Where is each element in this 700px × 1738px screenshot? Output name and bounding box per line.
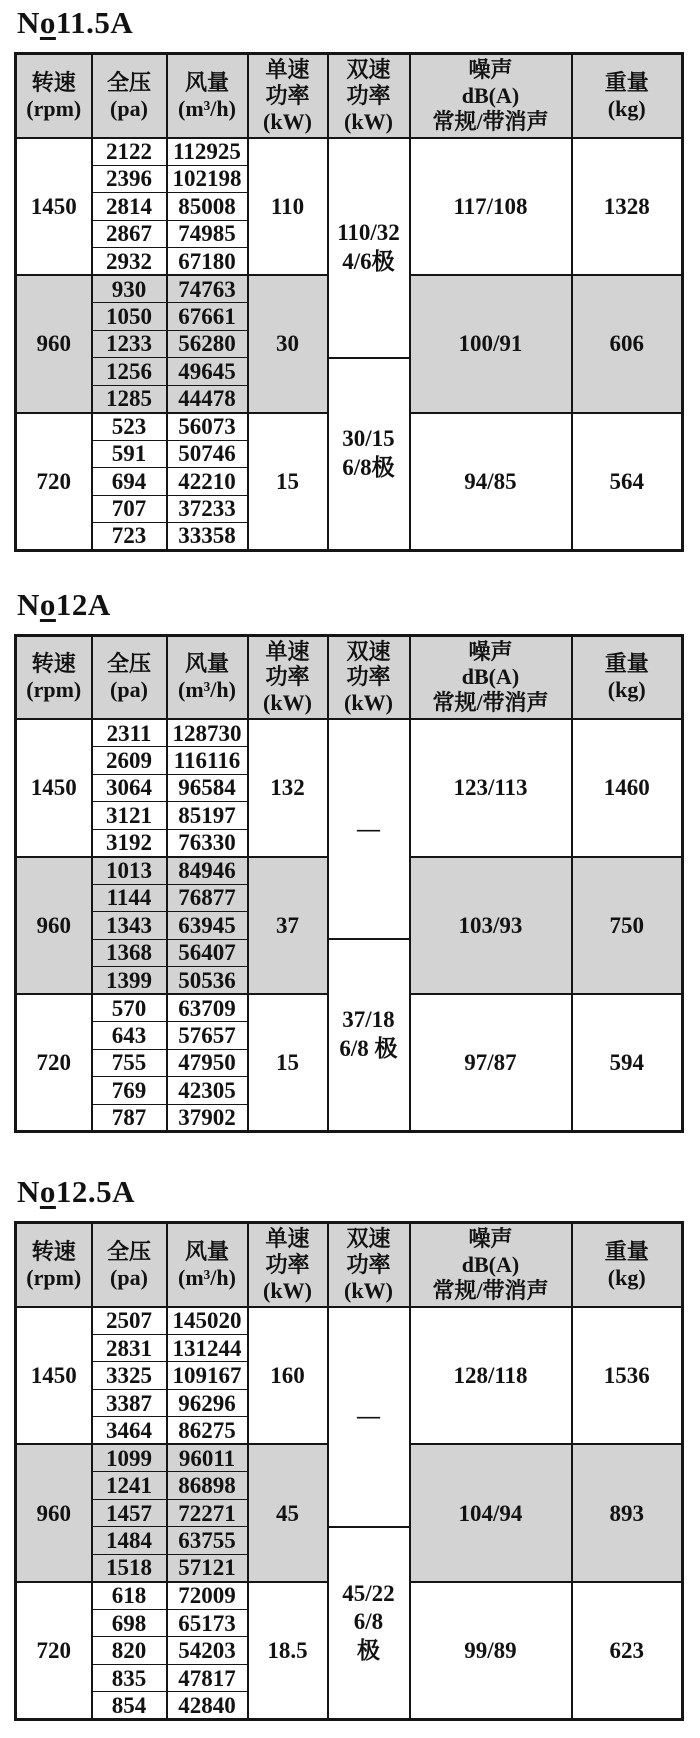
header-line: 单速 <box>265 56 310 82</box>
noise-cell: 94/85 <box>410 413 572 551</box>
flow-cell: 102198 <box>167 165 248 193</box>
flow-cell: 67180 <box>167 248 248 276</box>
header-line: 转速 <box>31 69 76 95</box>
header-line: 单速 <box>265 638 310 664</box>
single-power-cell: 110 <box>248 138 328 276</box>
header-line: 功率 <box>265 664 310 690</box>
header-line: (kW) <box>344 108 393 134</box>
header-rpm <box>16 54 92 138</box>
pressure-cell: 2311 <box>92 719 167 747</box>
dual-power-cell <box>328 138 410 358</box>
header-dual-power <box>328 1223 410 1307</box>
weight-cell: 623 <box>572 1582 683 1720</box>
header-noise <box>410 635 572 719</box>
single-power-cell: 132 <box>248 719 328 857</box>
header-line: 转速 <box>31 1239 76 1265</box>
flow-cell: 63755 <box>167 1527 248 1555</box>
flow-cell: 42840 <box>167 1692 248 1720</box>
header-line: (kW) <box>344 1278 393 1303</box>
single-power-cell: 18.5 <box>248 1582 328 1720</box>
header-line: 转速 <box>31 651 76 677</box>
header-pressure <box>92 1223 167 1307</box>
header-line: 功率 <box>346 1252 391 1278</box>
pressure-cell: 1144 <box>92 884 167 912</box>
header-line: 常规/带消声 <box>432 1278 549 1303</box>
flow-cell: 47950 <box>167 1049 248 1077</box>
header-noise <box>410 54 572 138</box>
header-rpm <box>16 1223 92 1307</box>
rpm-cell: 1450 <box>16 1307 92 1445</box>
flow-cell: 42210 <box>167 468 248 496</box>
header-line: 双速 <box>346 56 391 82</box>
pressure-cell: 723 <box>92 523 167 551</box>
flow-cell: 96584 <box>167 774 248 802</box>
header-pressure <box>92 635 167 719</box>
flow-cell: 44478 <box>167 385 248 413</box>
rpm-cell: 720 <box>16 994 92 1132</box>
header-rpm <box>16 635 92 719</box>
flow-cell: 50536 <box>167 967 248 995</box>
pressure-cell: 1256 <box>92 358 167 386</box>
flow-cell: 76877 <box>167 884 248 912</box>
header-single-power <box>248 1223 328 1307</box>
dual-power-line: 极 <box>357 1638 380 1664</box>
pressure-cell: 1099 <box>92 1444 167 1472</box>
header-line: 功率 <box>265 82 310 108</box>
single-power-cell: 15 <box>248 413 328 551</box>
flow-cell: 145020 <box>167 1307 248 1335</box>
pressure-cell: 1241 <box>92 1472 167 1500</box>
pressure-cell: 618 <box>92 1582 167 1610</box>
header-line: (kW) <box>263 690 312 716</box>
model-title-underlined-o: o <box>39 5 56 40</box>
header-line: 功率 <box>346 664 391 690</box>
pressure-cell: 643 <box>92 1022 167 1050</box>
header-line: 功率 <box>346 82 391 108</box>
header-flow <box>167 635 248 719</box>
pressure-cell: 707 <box>92 495 167 523</box>
flow-cell: 54203 <box>167 1637 248 1665</box>
weight-cell: 750 <box>572 857 683 995</box>
flow-cell: 56407 <box>167 939 248 967</box>
dual-power-cell <box>328 358 410 551</box>
spec-table-no11-5a <box>14 52 684 552</box>
header-line: (kg) <box>607 95 646 121</box>
flow-cell: 86275 <box>167 1417 248 1445</box>
flow-cell: 86898 <box>167 1472 248 1500</box>
dual-power-line: 6/8 <box>353 1609 384 1635</box>
flow-cell: 109167 <box>167 1362 248 1390</box>
model-title-prefix: N <box>17 5 40 40</box>
rpm-cell: 960 <box>16 275 92 413</box>
header-line: 风量 <box>184 69 229 95</box>
header-line: 噪声 <box>468 638 513 664</box>
pressure-cell: 1013 <box>92 857 167 885</box>
weight-cell: 1328 <box>572 138 683 276</box>
weight-cell: 1536 <box>572 1307 683 1445</box>
single-power-cell: 160 <box>248 1307 328 1445</box>
flow-cell: 112925 <box>167 138 248 166</box>
noise-cell: 104/94 <box>410 1444 572 1582</box>
flow-cell: 57657 <box>167 1022 248 1050</box>
header-line: 重量 <box>604 651 649 677</box>
flow-cell: 63945 <box>167 912 248 940</box>
pressure-cell: 787 <box>92 1104 167 1132</box>
pressure-cell: 694 <box>92 468 167 496</box>
dual-power-line: 37/18 <box>342 1007 395 1033</box>
header-line: 重量 <box>604 69 649 95</box>
header-single-power <box>248 54 328 138</box>
flow-cell: 49645 <box>167 358 248 386</box>
spec-table-no12a <box>14 634 684 1134</box>
pressure-cell: 2122 <box>92 138 167 166</box>
dual-power-line: 30/15 <box>342 425 395 451</box>
pressure-cell: 769 <box>92 1077 167 1105</box>
dual-power-cell <box>328 719 410 939</box>
pressure-cell: 3387 <box>92 1389 167 1417</box>
single-power-cell: 37 <box>248 857 328 995</box>
header-line: 风量 <box>184 1239 229 1265</box>
header-line: 噪声 <box>468 56 513 82</box>
pressure-cell: 1368 <box>92 939 167 967</box>
header-line: (kW) <box>344 690 393 716</box>
dual-power-line: — <box>357 1403 380 1429</box>
header-noise <box>410 1223 572 1307</box>
flow-cell: 57121 <box>167 1554 248 1582</box>
header-line: 全压 <box>106 69 151 95</box>
header-line: dB(A) <box>461 82 520 108</box>
header-dual-power <box>328 54 410 138</box>
pressure-cell: 1285 <box>92 385 167 413</box>
flow-cell: 56280 <box>167 330 248 358</box>
header-line: (pa) <box>110 95 148 121</box>
flow-cell: 56073 <box>167 413 248 441</box>
header-line: 常规/带消声 <box>432 690 549 716</box>
flow-cell: 96011 <box>167 1444 248 1472</box>
pressure-cell: 2609 <box>92 747 167 775</box>
header-line: dB(A) <box>461 1252 520 1278</box>
flow-cell: 76330 <box>167 829 248 857</box>
header-weight <box>572 635 683 719</box>
pressure-cell: 1518 <box>92 1554 167 1582</box>
header-line: (m³/h) <box>178 95 236 121</box>
noise-cell: 103/93 <box>410 857 572 995</box>
flow-cell: 128730 <box>167 719 248 747</box>
model-title-no11-5a <box>17 6 700 40</box>
pressure-cell: 570 <box>92 994 167 1022</box>
flow-cell: 42305 <box>167 1077 248 1105</box>
header-line: 风量 <box>184 651 229 677</box>
flow-cell: 47817 <box>167 1664 248 1692</box>
flow-cell: 50746 <box>167 440 248 468</box>
rpm-cell: 960 <box>16 857 92 995</box>
flow-cell: 33358 <box>167 523 248 551</box>
dual-power-cell <box>328 939 410 1132</box>
flow-cell: 85008 <box>167 193 248 221</box>
noise-cell: 97/87 <box>410 994 572 1132</box>
header-line: 功率 <box>265 1252 310 1278</box>
model-title-prefix: N <box>17 1174 40 1210</box>
pressure-cell: 3464 <box>92 1417 167 1445</box>
pressure-cell: 755 <box>92 1049 167 1077</box>
weight-cell: 893 <box>572 1444 683 1582</box>
header-line: 重量 <box>604 1239 649 1265</box>
model-title-no12a <box>17 588 700 622</box>
header-line: (rpm) <box>26 677 82 703</box>
model-title-no12-5a <box>17 1175 700 1209</box>
pressure-cell: 854 <box>92 1692 167 1720</box>
dual-power-cell <box>328 1527 410 1720</box>
pressure-cell: 2932 <box>92 248 167 276</box>
header-line: (rpm) <box>26 95 82 121</box>
pressure-cell: 2396 <box>92 165 167 193</box>
header-weight <box>572 1223 683 1307</box>
pressure-cell: 698 <box>92 1609 167 1637</box>
header-pressure <box>92 54 167 138</box>
rpm-cell: 1450 <box>16 138 92 276</box>
dual-power-line: 6/8极 <box>342 454 395 480</box>
model-title-number: 12.5A <box>55 1174 136 1210</box>
header-line: (m³/h) <box>178 1265 236 1291</box>
header-line: 常规/带消声 <box>432 108 549 134</box>
flow-cell: 85197 <box>167 802 248 830</box>
header-line: (kW) <box>263 108 312 134</box>
dual-power-line: 110/32 <box>337 219 400 245</box>
pressure-cell: 820 <box>92 1637 167 1665</box>
header-line: 单速 <box>265 1226 310 1252</box>
pressure-cell: 2814 <box>92 193 167 221</box>
header-single-power <box>248 635 328 719</box>
pressure-cell: 3064 <box>92 774 167 802</box>
flow-cell: 63709 <box>167 994 248 1022</box>
single-power-cell: 30 <box>248 275 328 413</box>
header-line: 全压 <box>106 651 151 677</box>
noise-cell: 99/89 <box>410 1582 572 1720</box>
header-flow <box>167 54 248 138</box>
header-dual-power <box>328 635 410 719</box>
model-title-underlined-o: o <box>39 1174 56 1210</box>
pressure-cell: 591 <box>92 440 167 468</box>
header-line: (pa) <box>110 1265 148 1291</box>
header-line: 全压 <box>106 1239 151 1265</box>
flow-cell: 72271 <box>167 1499 248 1527</box>
header-line: (kW) <box>263 1278 312 1303</box>
pressure-cell: 2507 <box>92 1307 167 1335</box>
single-power-cell: 45 <box>248 1444 328 1582</box>
pressure-cell: 1399 <box>92 967 167 995</box>
noise-cell: 123/113 <box>410 719 572 857</box>
flow-cell: 72009 <box>167 1582 248 1610</box>
pressure-cell: 3121 <box>92 802 167 830</box>
model-title-number: 12A <box>55 586 111 622</box>
pressure-cell: 1233 <box>92 330 167 358</box>
dual-power-line: 6/8 极 <box>339 1036 398 1062</box>
pressure-cell: 3192 <box>92 829 167 857</box>
header-line: (kg) <box>607 1265 646 1291</box>
dual-power-line: 4/6极 <box>342 248 395 274</box>
pressure-cell: 1050 <box>92 303 167 331</box>
rpm-cell: 1450 <box>16 719 92 857</box>
header-line: 噪声 <box>468 1226 513 1252</box>
single-power-cell: 15 <box>248 994 328 1132</box>
spec-table-no12-5a <box>14 1221 684 1721</box>
header-line: (rpm) <box>26 1265 82 1291</box>
noise-cell: 100/91 <box>410 275 572 413</box>
weight-cell: 564 <box>572 413 683 551</box>
rpm-cell: 720 <box>16 413 92 551</box>
model-title-number: 11.5A <box>55 5 134 40</box>
dual-power-cell <box>328 1307 410 1527</box>
rpm-cell: 960 <box>16 1444 92 1582</box>
pressure-cell: 1343 <box>92 912 167 940</box>
pressure-cell: 3325 <box>92 1362 167 1390</box>
header-line: (pa) <box>110 677 148 703</box>
pressure-cell: 523 <box>92 413 167 441</box>
header-weight <box>572 54 683 138</box>
flow-cell: 84946 <box>167 857 248 885</box>
flow-cell: 116116 <box>167 747 248 775</box>
pressure-cell: 2867 <box>92 220 167 248</box>
pressure-cell: 1484 <box>92 1527 167 1555</box>
pressure-cell: 835 <box>92 1664 167 1692</box>
flow-cell: 74763 <box>167 275 248 303</box>
model-title-underlined-o: o <box>39 586 56 622</box>
dual-power-line: — <box>357 815 380 841</box>
flow-cell: 37233 <box>167 495 248 523</box>
flow-cell: 37902 <box>167 1104 248 1132</box>
noise-cell: 117/108 <box>410 138 572 276</box>
header-line: (kg) <box>607 677 646 703</box>
pressure-cell: 2831 <box>92 1334 167 1362</box>
noise-cell: 128/118 <box>410 1307 572 1445</box>
weight-cell: 594 <box>572 994 683 1132</box>
flow-cell: 96296 <box>167 1389 248 1417</box>
pressure-cell: 1457 <box>92 1499 167 1527</box>
rpm-cell: 720 <box>16 1582 92 1720</box>
header-line: (m³/h) <box>178 677 236 703</box>
weight-cell: 606 <box>572 275 683 413</box>
header-line: dB(A) <box>461 664 520 690</box>
flow-cell: 74985 <box>167 220 248 248</box>
header-line: 双速 <box>346 638 391 664</box>
header-line: 双速 <box>346 1226 391 1252</box>
flow-cell: 67661 <box>167 303 248 331</box>
flow-cell: 131244 <box>167 1334 248 1362</box>
dual-power-line: 45/22 <box>342 1580 395 1606</box>
header-flow <box>167 1223 248 1307</box>
pressure-cell: 930 <box>92 275 167 303</box>
flow-cell: 65173 <box>167 1609 248 1637</box>
model-title-prefix: N <box>17 586 40 622</box>
weight-cell: 1460 <box>572 719 683 857</box>
